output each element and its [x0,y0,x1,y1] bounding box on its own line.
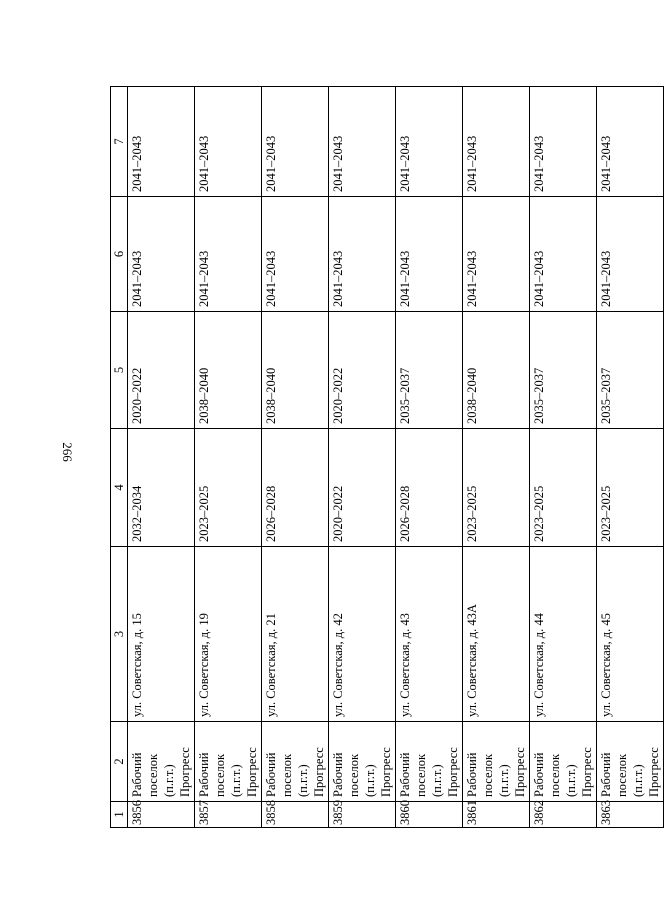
address-cell: ул. Советская, д. 43А [463,547,530,722]
rotated-table-frame [110,87,661,828]
col4-period-cell: 2020–2022 [329,429,396,547]
col4-period-cell: 2023–2025 [597,429,664,547]
col4-period-cell: 2023–2025 [530,429,597,547]
address-cell: ул. Советская, д. 44 [530,547,597,722]
col4-period-cell: 2026–2028 [262,429,329,547]
column-header-6: 6 [111,197,128,312]
column-header-5: 5 [111,312,128,429]
col7-period-cell: 2041–2043 [396,87,463,197]
schedule-table [110,86,664,828]
col5-period-cell: 2035–2037 [396,312,463,429]
col6-period-cell: 2041–2043 [463,197,530,312]
settlement-cell: Рабочий поселок (п.г.т.) Прогресс [530,722,597,802]
table-body [128,87,664,828]
table-row [396,87,463,828]
row-number-cell: 3861 [463,802,530,828]
col4-period-cell: 2026–2028 [396,429,463,547]
table-row [597,87,664,828]
address-cell: ул. Советская, д. 21 [262,547,329,722]
col7-period-cell: 2041–2043 [262,87,329,197]
page-number: 266 [60,442,75,462]
column-header-7: 7 [111,87,128,197]
col6-period-cell: 2041–2043 [195,197,262,312]
column-header-1: 1 [111,802,128,828]
col5-period-cell: 2038–2040 [262,312,329,429]
row-number-cell: 3859 [329,802,396,828]
settlement-cell: Рабочий поселок (п.г.т.) Прогресс [463,722,530,802]
row-number-cell: 3860 [396,802,463,828]
row-number-cell: 3858 [262,802,329,828]
col4-period-cell: 2032–2034 [128,429,195,547]
column-header-2: 2 [111,722,128,802]
address-cell: ул. Советская, д. 45 [597,547,664,722]
address-cell: ул. Советская, д. 43 [396,547,463,722]
table-row [195,87,262,828]
col7-period-cell: 2041–2043 [329,87,396,197]
column-header-4: 4 [111,429,128,547]
col7-period-cell: 2041–2043 [128,87,195,197]
row-number-cell: 3857 [195,802,262,828]
settlement-cell: Рабочий поселок (п.г.т.) Прогресс [597,722,664,802]
col7-period-cell: 2041–2043 [195,87,262,197]
col6-period-cell: 2041–2043 [128,197,195,312]
row-number-cell: 3863 [597,802,664,828]
settlement-cell: Рабочий поселок (п.г.т.) Прогресс [128,722,195,802]
col6-period-cell: 2041–2043 [530,197,597,312]
settlement-cell: Рабочий поселок (п.г.т.) Прогресс [396,722,463,802]
col7-period-cell: 2041–2043 [463,87,530,197]
row-number-cell: 3856 [128,802,195,828]
table-row [530,87,597,828]
address-cell: ул. Советская, д. 15 [128,547,195,722]
address-cell: ул. Советская, д. 42 [329,547,396,722]
col5-period-cell: 2020–2022 [128,312,195,429]
col5-period-cell: 2035–2037 [597,312,664,429]
table-row [262,87,329,828]
col5-period-cell: 2035–2037 [530,312,597,429]
table-container [110,87,661,828]
column-header-3: 3 [111,547,128,722]
header-row [111,87,128,828]
col4-period-cell: 2023–2025 [463,429,530,547]
table-row [329,87,396,828]
col5-period-cell: 2020–2022 [329,312,396,429]
settlement-cell: Рабочий поселок (п.г.т.) Прогресс [262,722,329,802]
col5-period-cell: 2038–2040 [463,312,530,429]
col7-period-cell: 2041–2043 [530,87,597,197]
table-row [128,87,195,828]
col4-period-cell: 2023–2025 [195,429,262,547]
table-row [463,87,530,828]
settlement-cell: Рабочий поселок (п.г.т.) Прогресс [195,722,262,802]
address-cell: ул. Советская, д. 19 [195,547,262,722]
col7-period-cell: 2041–2043 [597,87,664,197]
col6-period-cell: 2041–2043 [262,197,329,312]
col5-period-cell: 2038–2040 [195,312,262,429]
col6-period-cell: 2041–2043 [396,197,463,312]
settlement-cell: Рабочий поселок (п.г.т.) Прогресс [329,722,396,802]
col6-period-cell: 2041–2043 [329,197,396,312]
row-number-cell: 3862 [530,802,597,828]
col6-period-cell: 2041–2043 [597,197,664,312]
